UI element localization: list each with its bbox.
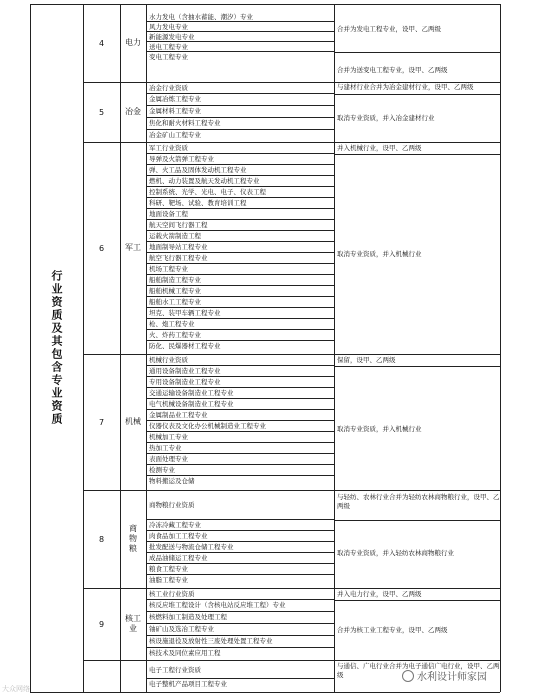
qualification-item: 核燃料加工制造及处理工程 — [146, 612, 334, 624]
qualification-item: 热加工专业 — [146, 443, 334, 454]
qualification-item: 防化、民爆器材工程专业 — [149, 342, 221, 350]
qualification-item: 燃机、动力装置及航天发动机工程专业 — [146, 176, 334, 187]
table-border — [30, 692, 500, 693]
qualification-list — [146, 12, 334, 62]
watermark-right-text: 水利设计师家园 — [417, 672, 487, 683]
qualification-item: 物料搬运及仓储 — [149, 477, 195, 485]
table-border — [500, 4, 501, 692]
note-divider — [334, 600, 500, 601]
qualification-item: 船舶水工工程专业 — [146, 297, 334, 308]
qualification-table — [30, 4, 500, 692]
qualification-item: 核反应堆工程设计（含核电站反应堆工程）专业 — [146, 600, 334, 612]
watermark-right — [402, 668, 487, 683]
qualification-list — [146, 143, 334, 352]
note-text: 合并为核工业工程专业，设甲、乙两级 — [337, 626, 448, 634]
qualification-item: 冶金矿山工程专业 — [149, 131, 201, 139]
qualification-item: 电子整机产品项目工程专业 — [149, 680, 227, 688]
qualification-list — [146, 491, 334, 586]
qualification-item: 变电工程专业 — [149, 53, 188, 61]
category-label: 行业资质及其包含专业资质 — [50, 270, 63, 426]
note-text: 并入机械行业，设甲、乙两级 — [337, 144, 422, 152]
qualification-item: 运载火箭制造工程 — [146, 231, 334, 242]
qualification-item: 机械行业资质 — [146, 355, 334, 366]
section-number: 5 — [98, 107, 105, 117]
qualification-item: 新能源发电专业 — [146, 32, 334, 42]
qualification-item: 地面制导站工程专业 — [146, 242, 334, 253]
qualification-item: 军工行业资质 — [146, 143, 334, 154]
qualification-item: 枪、炮工程专业 — [146, 319, 334, 330]
qualification-item: 科研、靶场、试验、教育培训工程 — [146, 198, 334, 209]
qualification-item: 金属冶炼工程专业 — [146, 94, 334, 106]
qualification-item: 仪器仪表及文化办公机械制造业工程专业 — [146, 421, 334, 432]
qualification-item: 控制系统、光学、光电、电子、仪表工程 — [146, 187, 334, 198]
note-divider — [334, 366, 500, 367]
qualification-item: 送电工程专业 — [146, 42, 334, 52]
industry-name: 机械 — [125, 417, 141, 426]
note-divider — [334, 154, 500, 155]
note-text: 并入电力行业，设甲、乙两级 — [337, 590, 422, 598]
industry-name: 商物粮 — [129, 524, 137, 553]
note-divider — [334, 520, 500, 521]
qualification-item: 冷冻冷藏工程专业 — [146, 520, 334, 531]
industry-name: 电力 — [125, 38, 141, 47]
qualification-item: 金属制品业工程专业 — [146, 410, 334, 421]
qualification-item: 机场工程专业 — [146, 264, 334, 275]
note-divider — [334, 52, 500, 53]
qualification-item: 机械加工专业 — [146, 432, 334, 443]
section-number: 4 — [98, 38, 105, 48]
qualification-item: 焦化和耐火材料工程专业 — [146, 118, 334, 130]
note-text: 与建材行业合并为冶金建材行业，设甲、乙两级 — [337, 83, 474, 91]
note-text: 与轻纺、农林行业合并为轻纺农林商物粮行业，设甲、乙两级 — [337, 493, 500, 510]
qualification-list — [146, 661, 334, 691]
watermark-left: 大众网络 — [2, 685, 30, 693]
section-number: 6 — [98, 243, 105, 253]
qualification-item: 电气机械设备制造业工程专业 — [146, 399, 334, 410]
qualification-item: 金属材料工程专业 — [146, 106, 334, 118]
qualification-item: 检测专业 — [146, 465, 334, 476]
section-number: 7 — [98, 417, 105, 427]
qualification-item: 铀矿山及选冶工程专业 — [146, 624, 334, 636]
qualification-list — [146, 83, 334, 142]
qualification-item: 交通运输设备制造业工程专业 — [146, 388, 334, 399]
note-text: 取消专业资质，并入机械行业 — [337, 425, 422, 433]
qualification-item: 水力发电（含抽水蓄能、潮汐）专业 — [146, 12, 334, 22]
note-text: 取消专业资质，并入冶金建材行业 — [337, 114, 435, 122]
qualification-item: 商物粮行业资质 — [146, 491, 334, 520]
qualification-item: 表面处理专业 — [146, 454, 334, 465]
note-text: 保留，设甲、乙两级 — [337, 356, 396, 364]
note-divider — [334, 94, 500, 95]
qualification-item: 地面设备工程 — [146, 209, 334, 220]
qualification-item: 成品油储运工程专业 — [146, 553, 334, 564]
note-text: 与通信、广电行业合并为电子通信广电行业，设甲、乙两级 — [337, 662, 500, 679]
industry-name: 核工业 — [125, 614, 141, 633]
qualification-item: 核设施退役及放射性三废处理处置工程专业 — [146, 636, 334, 648]
qualification-item: 核技术及同位素应用工程 — [149, 649, 221, 657]
qualification-item: 航天空间飞行器工程 — [146, 220, 334, 231]
qualification-item: 核工业行业资质 — [146, 589, 334, 600]
qualification-list — [146, 355, 334, 487]
qualification-item: 船舶制造工程专业 — [146, 275, 334, 286]
wechat-icon — [402, 670, 414, 682]
category-cell — [30, 4, 83, 692]
qualification-item: 坦克、装甲车辆工程专业 — [146, 308, 334, 319]
qualification-item: 肉食品加工工程专业 — [146, 531, 334, 542]
qualification-item: 冶金行业资质 — [146, 83, 334, 94]
qualification-item: 火、炸药工程专业 — [146, 330, 334, 341]
note-text: 合并为发电工程专业，设甲、乙两级 — [337, 25, 441, 33]
qualification-item: 粮食工程专业 — [146, 564, 334, 575]
section-number: 9 — [98, 619, 105, 629]
qualification-item: 油脂工程专业 — [149, 576, 188, 584]
qualification-item: 航空飞行器工程专业 — [146, 253, 334, 264]
note-text: 取消专业资质，并入机械行业 — [337, 250, 422, 258]
qualification-item: 电子工程行业资质 — [146, 661, 334, 679]
section-number: 8 — [98, 534, 105, 544]
note-text: 合并为送变电工程专业，设甲、乙两级 — [337, 66, 448, 74]
qualification-item: 船舶机械工程专业 — [146, 286, 334, 297]
qualification-item: 风力发电专业 — [146, 22, 334, 32]
note-text: 取消专业资质，并入轻纺农林商物粮行业 — [337, 549, 454, 557]
industry-name: 军工 — [125, 243, 141, 252]
qualification-item: 弹、火工品及固体发动机工程专业 — [146, 165, 334, 176]
qualification-item: 批发配送与物流仓储工程专业 — [146, 542, 334, 553]
industry-name: 冶金 — [125, 107, 141, 116]
qualification-item: 通用设备制造业工程专业 — [146, 366, 334, 377]
qualification-list — [146, 589, 334, 659]
qualification-item: 导弹及火箭弹工程专业 — [146, 154, 334, 165]
qualification-item: 专用设备制造业工程专业 — [146, 377, 334, 388]
